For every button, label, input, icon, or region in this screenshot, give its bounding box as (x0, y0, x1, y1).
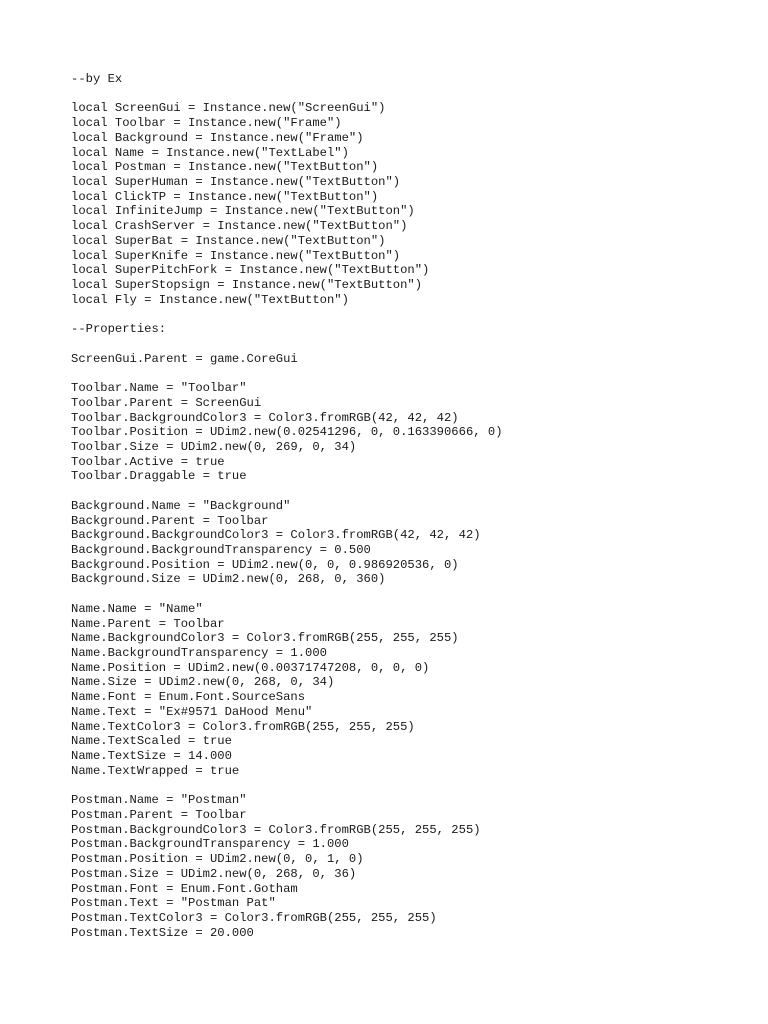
code-line: local ScreenGui = Instance.new("ScreenGui") (71, 101, 386, 116)
code-line: Background.Name = "Background" (71, 498, 291, 513)
code-line: local Name = Instance.new("TextLabel") (71, 145, 349, 160)
code-line: Name.TextColor3 = Color3.fromRGB(255, 255, 255) (71, 719, 415, 734)
code-line: Postman.TextSize = 20.000 (71, 925, 254, 940)
code-line: Postman.BackgroundTransparency = 1.000 (71, 837, 349, 852)
code-line: local Fly = Instance.new("TextButton") (71, 292, 349, 307)
code-block (71, 602, 731, 779)
code-line: Postman.Size = UDim2.new(0, 268, 0, 36) (71, 866, 357, 881)
code-line: Toolbar.Parent = ScreenGui (71, 395, 262, 410)
code-line: Toolbar.Position = UDim2.new(0.02541296, 0, 0.163390666, 0) (71, 425, 503, 440)
code-line: Name.Font = Enum.Font.SourceSans (71, 690, 306, 705)
code-line: ScreenGui.Parent = game.CoreGui (71, 351, 298, 366)
code-line: Name.TextSize = 14.000 (71, 749, 232, 764)
code-line: Background.BackgroundTransparency = 0.500 (71, 543, 371, 557)
code-line: Postman.BackgroundColor3 = Color3.fromRGB(255, 255, 255) (71, 822, 481, 837)
code-line: Toolbar.BackgroundColor3 = Color3.fromRGB(42, 42, 42) (71, 410, 459, 425)
code-line: local Background = Instance.new("Frame") (71, 130, 364, 145)
code-line: Name.Size = UDim2.new(0, 268, 0, 34) (71, 675, 335, 690)
code-line: local SuperKnife = Instance.new("TextButton") (71, 248, 401, 263)
code-block (71, 499, 731, 587)
code-line: local SuperPitchFork = Instance.new("TextButton") (71, 263, 430, 278)
code-line: Name.Name = "Name" (71, 601, 203, 616)
code-line: Name.BackgroundTransparency = 1.000 (71, 646, 327, 661)
code-listing (71, 72, 731, 955)
code-block (71, 72, 731, 87)
code-line: Name.Text = "Ex#9571 DaHood Menu" (71, 704, 313, 719)
code-line: --by Ex (71, 72, 123, 86)
code-line: local ClickTP = Instance.new("TextButton") (71, 189, 379, 204)
code-line: local Toolbar = Instance.new("Frame") (71, 116, 342, 131)
code-line: Background.BackgroundColor3 = Color3.fromRGB(42, 42, 42) (71, 528, 481, 543)
code-line: local SuperHuman = Instance.new("TextButton") (71, 175, 401, 190)
code-line: local Postman = Instance.new("TextButton") (71, 160, 379, 175)
code-block (71, 101, 731, 307)
code-line: Toolbar.Name = "Toolbar" (71, 381, 247, 396)
code-line: Postman.Position = UDim2.new(0, 0, 1, 0) (71, 852, 364, 867)
code-line: Postman.TextColor3 = Color3.fromRGB(255, 255, 255) (71, 910, 437, 925)
code-line: Toolbar.Draggable = true (71, 469, 247, 484)
code-line: Postman.Parent = Toolbar (71, 807, 247, 822)
code-line: Name.TextWrapped = true (71, 763, 240, 778)
code-line: Background.Position = UDim2.new(0, 0, 0.986920536, 0) (71, 557, 459, 572)
code-block (71, 352, 731, 367)
code-line: local SuperStopsign = Instance.new("TextButton") (71, 278, 423, 293)
code-line: Toolbar.Size = UDim2.new(0, 269, 0, 34) (71, 439, 357, 454)
code-block (71, 322, 731, 337)
code-line: local InfiniteJump = Instance.new("TextButton") (71, 204, 415, 219)
code-line: Name.Position = UDim2.new(0.00371747208, 0, 0, 0) (71, 660, 430, 675)
code-line: Postman.Text = "Postman Pat" (71, 896, 276, 911)
code-line: --Properties: (71, 322, 167, 337)
code-line: Name.Parent = Toolbar (71, 616, 225, 631)
code-line: Name.TextScaled = true (71, 734, 232, 749)
code-line: local CrashServer = Instance.new("TextButton") (71, 219, 408, 234)
code-line: Postman.Font = Enum.Font.Gotham (71, 881, 298, 896)
code-line: Toolbar.Active = true (71, 454, 225, 469)
code-block (71, 793, 731, 940)
code-block (71, 381, 731, 484)
code-line: Background.Parent = Toolbar (71, 513, 269, 528)
code-line: local SuperBat = Instance.new("TextButton") (71, 233, 386, 248)
code-line: Name.BackgroundColor3 = Color3.fromRGB(255, 255, 255) (71, 631, 459, 646)
code-line: Postman.Name = "Postman" (71, 793, 247, 808)
code-line: Background.Size = UDim2.new(0, 268, 0, 360) (71, 572, 386, 587)
